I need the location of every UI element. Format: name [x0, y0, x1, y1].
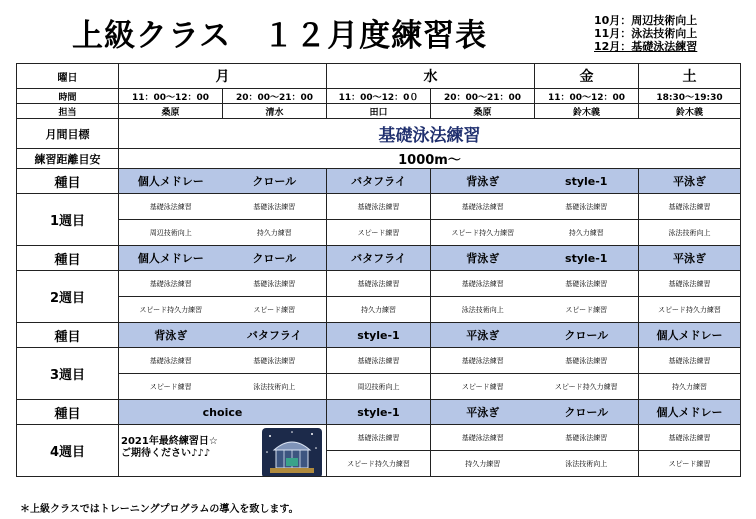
practice-cell: 基礎泳法練習 [327, 271, 431, 297]
coach-cell: 桑原 [119, 104, 223, 119]
practice-cell: スピード練習 [431, 374, 535, 400]
practice-cell: 基礎泳法練習 [223, 271, 327, 297]
day-row [17, 64, 741, 89]
week3-kind-row [17, 323, 741, 348]
week1-row1 [17, 194, 741, 220]
coach-cell: 清水 [223, 104, 327, 119]
distance-value: 1000m〜 [398, 153, 461, 168]
event-cell: 個人メドレー [119, 169, 223, 194]
note-december: 12月：基礎泳法練習 [594, 40, 698, 53]
goal-value: 基礎泳法練習 [378, 126, 481, 146]
time-cell: 11：00〜12：0０ [327, 89, 431, 104]
practice-cell: 周辺技術向上 [119, 220, 223, 246]
week-label: 1週目 [17, 194, 119, 246]
practice-cell: 基礎泳法練習 [223, 194, 327, 220]
week4-row1 [17, 425, 741, 451]
day-wednesday: 水 [327, 64, 535, 89]
day-monday: 月 [119, 64, 327, 89]
practice-cell: 基礎泳法練習 [639, 271, 741, 297]
practice-cell: 基礎泳法練習 [639, 194, 741, 220]
event-cell: 背泳ぎ [431, 169, 535, 194]
event-cell: 背泳ぎ [119, 323, 223, 348]
practice-cell: 基礎泳法練習 [535, 348, 639, 374]
footnote: ＊上級クラスではトレーニングプログラムの導入を致します。 [20, 504, 299, 515]
week3-row2 [17, 374, 741, 400]
practice-cell: スピード持久力練習 [535, 374, 639, 400]
event-cell: style-1 [535, 246, 639, 271]
kind-label: 種目 [17, 246, 119, 271]
event-cell: バタフライ [223, 323, 327, 348]
event-cell: 平泳ぎ [431, 400, 535, 425]
practice-cell: 基礎泳法練習 [535, 425, 639, 451]
event-cell: 個人メドレー [639, 400, 741, 425]
practice-cell: 泳法技術向上 [535, 451, 639, 477]
practice-cell: 基礎泳法練習 [639, 348, 741, 374]
practice-cell: 基礎泳法練習 [119, 348, 223, 374]
coach-cell: 田口 [327, 104, 431, 119]
practice-cell: スピード練習 [639, 451, 741, 477]
coach-row [17, 104, 741, 119]
goal-cell [119, 119, 741, 149]
coach-cell: 鈴木義 [535, 104, 639, 119]
coach-label: 担当 [17, 104, 119, 119]
practice-cell: 基礎泳法練習 [119, 194, 223, 220]
week4-kind-row [17, 400, 741, 425]
practice-cell: 基礎泳法練習 [327, 348, 431, 374]
practice-cell: 基礎泳法練習 [119, 271, 223, 297]
time-label: 時間 [17, 89, 119, 104]
practice-cell: 基礎泳法練習 [639, 425, 741, 451]
time-cell: 20：00〜21：00 [223, 89, 327, 104]
practice-cell: 基礎泳法練習 [327, 425, 431, 451]
practice-cell: 持久力練習 [639, 374, 741, 400]
practice-cell: 周辺技術向上 [327, 374, 431, 400]
week2-row2 [17, 297, 741, 323]
day-friday: 金 [535, 64, 639, 89]
distance-row [17, 149, 741, 169]
practice-cell: 持久力練習 [535, 220, 639, 246]
practice-cell: 基礎泳法練習 [431, 271, 535, 297]
practice-cell: スピード持久力練習 [327, 451, 431, 477]
practice-cell: 基礎泳法練習 [327, 194, 431, 220]
monthly-notes [594, 14, 697, 53]
schedule-table [16, 63, 741, 477]
event-cell: クロール [223, 246, 327, 271]
practice-cell: 基礎泳法練習 [431, 348, 535, 374]
practice-cell: 泳法技術向上 [223, 374, 327, 400]
final-day-text [121, 436, 218, 460]
practice-cell: スピード持久力練習 [119, 297, 223, 323]
goal-label: 月間目標 [17, 119, 119, 149]
practice-cell: スピード練習 [223, 297, 327, 323]
distance-cell [119, 149, 741, 169]
event-cell: 平泳ぎ [639, 169, 741, 194]
event-cell: style-1 [327, 400, 431, 425]
practice-cell: 持久力練習 [327, 297, 431, 323]
pool-illustration-icon [262, 428, 322, 477]
final-day-message [119, 426, 326, 476]
event-cell: style-1 [535, 169, 639, 194]
kind-label: 種目 [17, 400, 119, 425]
final-day-line1: 2021年最終練習日☆ [121, 435, 218, 447]
practice-cell: 基礎泳法練習 [431, 425, 535, 451]
week2-row1 [17, 271, 741, 297]
coach-cell: 桑原 [431, 104, 535, 119]
week-label: 3週目 [17, 348, 119, 400]
event-cell: 背泳ぎ [431, 246, 535, 271]
final-day-message-cell [119, 425, 327, 477]
practice-cell: 基礎泳法練習 [535, 271, 639, 297]
event-cell: クロール [535, 323, 639, 348]
event-cell: 個人メドレー [639, 323, 741, 348]
kind-label: 種目 [17, 169, 119, 194]
final-day-line2: ご期待ください♪♪♪ [121, 447, 211, 459]
time-cell: 11：00〜12：00 [119, 89, 223, 104]
choice-cell: choice [119, 400, 327, 425]
time-cell: 18:30〜19:30 [639, 89, 741, 104]
practice-cell: スピード練習 [327, 220, 431, 246]
practice-cell: スピード練習 [119, 374, 223, 400]
practice-cell: 泳法技術向上 [431, 297, 535, 323]
event-cell: style-1 [327, 323, 431, 348]
practice-cell: 基礎泳法練習 [535, 194, 639, 220]
event-cell: クロール [535, 400, 639, 425]
coach-cell: 鈴木義 [639, 104, 741, 119]
practice-cell: 基礎泳法練習 [431, 194, 535, 220]
note-november: 11月：泳法技術向上 [594, 27, 698, 40]
event-cell: 個人メドレー [119, 246, 223, 271]
practice-cell: 持久力練習 [431, 451, 535, 477]
practice-cell: 持久力練習 [223, 220, 327, 246]
practice-cell: 泳法技術向上 [639, 220, 741, 246]
kind-label: 種目 [17, 323, 119, 348]
time-row [17, 89, 741, 104]
week-label: 2週目 [17, 271, 119, 323]
page-title: 上級クラス １２月度練習表 [72, 18, 488, 54]
event-cell: バタフライ [327, 169, 431, 194]
event-cell: 平泳ぎ [431, 323, 535, 348]
distance-label: 練習距離目安 [17, 149, 119, 169]
time-cell: 20：00〜21：00 [431, 89, 535, 104]
week2-kind-row [17, 246, 741, 271]
week3-row1 [17, 348, 741, 374]
day-saturday: 土 [639, 64, 741, 89]
time-cell: 11：00〜12：00 [535, 89, 639, 104]
event-cell: クロール [223, 169, 327, 194]
week-label: 4週目 [17, 425, 119, 477]
practice-cell: スピード練習 [535, 297, 639, 323]
practice-cell: 基礎泳法練習 [223, 348, 327, 374]
day-label: 曜日 [17, 64, 119, 89]
goal-row [17, 119, 741, 149]
practice-cell: スピード持久力練習 [431, 220, 535, 246]
week1-kind-row [17, 169, 741, 194]
event-cell: バタフライ [327, 246, 431, 271]
note-october: 10月：周辺技術向上 [594, 14, 698, 27]
week1-row2 [17, 220, 741, 246]
event-cell: 平泳ぎ [639, 246, 741, 271]
practice-cell: スピード持久力練習 [639, 297, 741, 323]
